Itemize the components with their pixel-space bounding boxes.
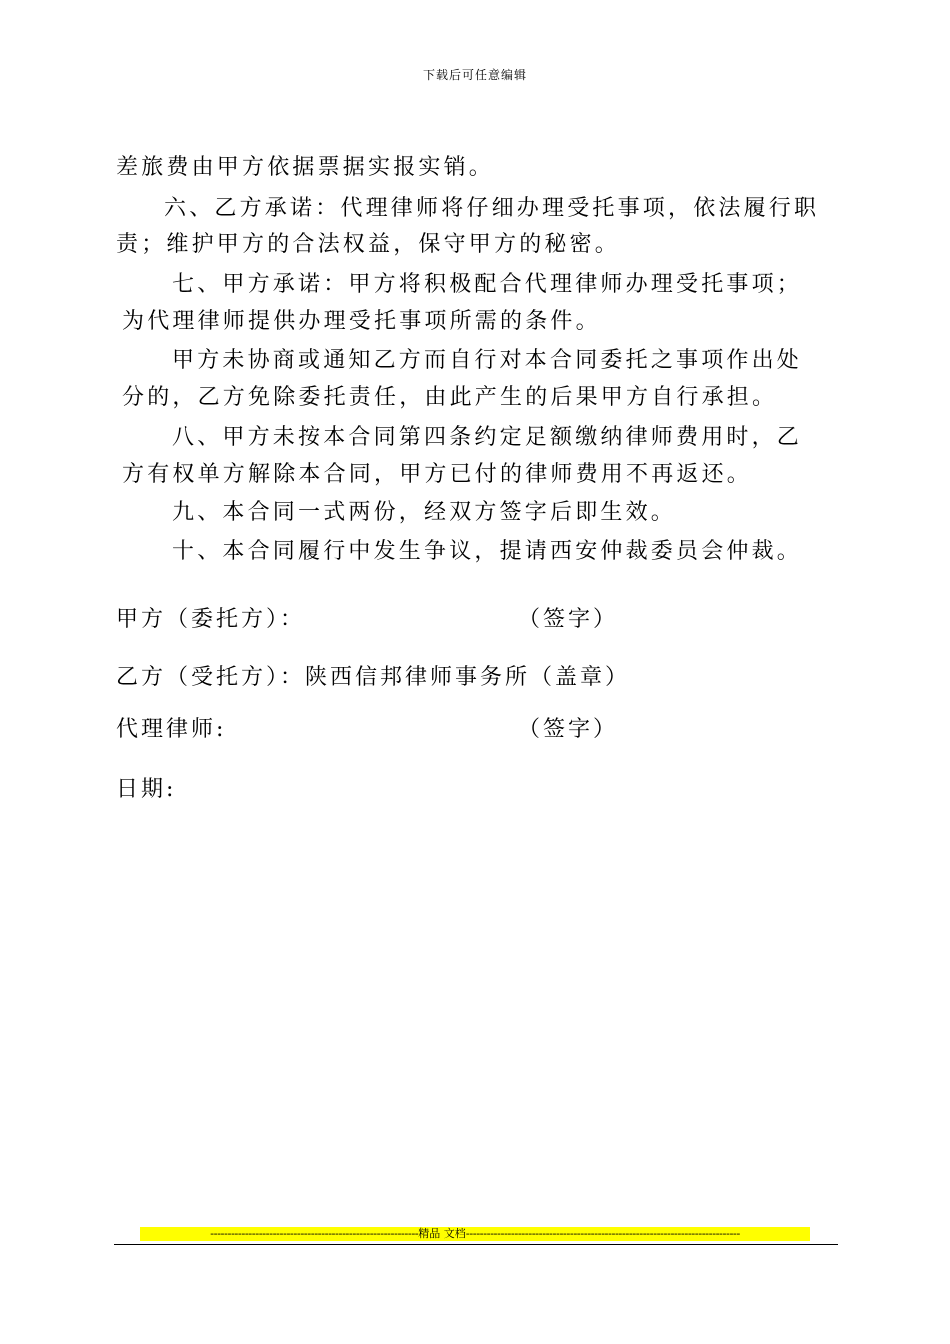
paragraph-line: 责；维护甲方的合法权益，保守甲方的秘密。 (116, 232, 621, 257)
lawyer-label: 代理律师: (116, 717, 227, 742)
paragraph-line: 六、乙方承诺：代理律师将仔细办理受托事项，依法履行职 (164, 196, 820, 221)
footer-dashes-left: ------------------------------------------------------------ (210, 1227, 419, 1240)
paragraph-line: 方有权单方解除本合同，甲方已付的律师费用不再返还。 (122, 462, 753, 487)
footer-dashes-right: ------------------------------------------------------------------------------- (465, 1227, 740, 1240)
footer-banner (140, 1227, 810, 1241)
paragraph-line: 分的，乙方免除委托责任，由此产生的后果甲方自行承担。 (122, 385, 778, 410)
date-label: 日期: (116, 777, 177, 802)
paragraph-line: 七、甲方承诺：甲方将积极配合代理律师办理受托事项； (172, 272, 803, 297)
page-header: 下载后可任意编辑 (422, 68, 527, 82)
footer-divider (114, 1244, 838, 1245)
paragraph-line: 十、本合同履行中发生争议，提请西安仲裁委员会仲裁。 (172, 539, 803, 564)
paragraph-line: 差旅费由甲方依据票据实报实销。 (116, 155, 495, 180)
party-b-label: 乙方（受托方）：陕西信邦律师事务所（盖章） (116, 665, 631, 690)
paragraph-line: 为代理律师提供办理受托事项所需的条件。 (122, 309, 601, 334)
footer-text: 精品 文档 (418, 1227, 466, 1240)
paragraph-line: 九、本合同一式两份，经双方签字后即生效。 (172, 500, 677, 525)
paragraph-line: 甲方未协商或通知乙方而自行对本合同委托之事项作出处 (172, 348, 803, 373)
party-a-signature: （签字） (518, 607, 619, 632)
party-a-label: 甲方（委托方）： (116, 607, 306, 632)
paragraph-line: 八、甲方未按本合同第四条约定足额缴纳律师费用时，乙 (172, 425, 803, 450)
lawyer-signature: （签字） (518, 717, 619, 742)
